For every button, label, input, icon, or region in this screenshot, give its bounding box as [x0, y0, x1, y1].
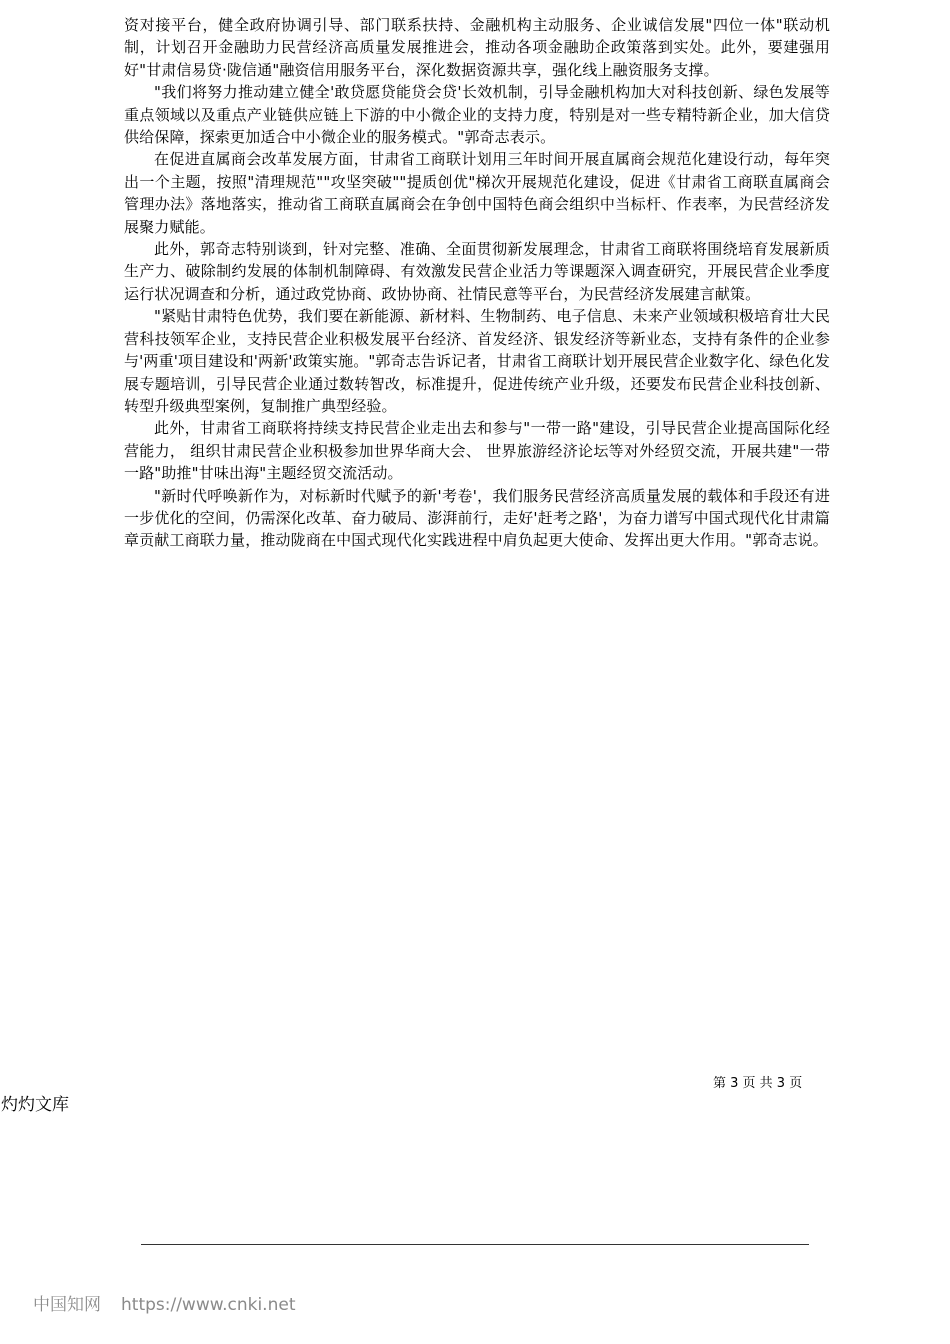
article-paragraph-6: 此外，甘肃省工商联将持续支持民营企业走出去和参与"一带一路"建设，引导民营企业提高国际化经营能力， 组织甘肃民营企业积极参加世界华商大会、 世界旅游经济论坛等对外经贸交流，开展共建"一带一路"助推"甘味出海"主题经贸交流活动。	[124, 419, 830, 483]
article-paragraph-1: 资对接平台，健全政府协调引导、部门联系扶持、金融机构主动服务、企业诚信发展"四位一体"联动机制，计划召开金融助力民营经济高质量发展推进会，推动各项金融助企政策落到实处。此外，要建强用好"甘肃信易贷·陇信通"融资信用服务平台，深化数据资源共享，强化线上融资服务支撑。	[124, 16, 830, 79]
page-number: 第 3 页 共 3 页	[713, 1076, 803, 1091]
cnki-site-name: 中国知网	[33, 1295, 101, 1315]
article-paragraph-2: "我们将努力推动建立健全'敢贷愿贷能贷会贷'长效机制，引导金融机构加大对科技创新、绿色发展等重点领域以及重点产业链供应链上下游的中小微企业的支持力度，特别是对一些专精特新企业，加大信贷供给保障，探索更加适合中小微企业的服务模式。"郭奇志表示。	[124, 83, 830, 147]
article-paragraph-7: "新时代呼唤新作为，对标新时代赋予的新'考卷'，我们服务民营经济高质量发展的载体和手段还有进一步优化的空间，仍需深化改革、奋力破局、澎湃前行，走好'赶考之路'，为奋力谱写中国式现代化甘肃篇章贡献工商联力量，推动陇商在中国式现代化实践进程中肩负起更大使命、发挥出更大作用。"郭奇志说。	[124, 486, 830, 550]
cnki-footer	[33, 1294, 295, 1316]
article-body	[124, 14, 830, 552]
library-name: 灼灼文库	[1, 1095, 69, 1115]
cnki-url-link[interactable]: https://www.cnki.net	[121, 1295, 296, 1315]
article-paragraph-3: 在促进直属商会改革发展方面，甘肃省工商联计划用三年时间开展直属商会规范化建设行动，每年突出一个主题，按照"清理规范""攻坚突破""提质创优"梯次开展规范化建设，促进《甘肃省工商联直属商会管理办法》落地落实，推动省工商联直属商会在争创中国特色商会组织中当标杆、作表率，为民营经济发展聚力赋能。	[124, 150, 830, 236]
article-paragraph-5: "紧贴甘肃特色优势，我们要在新能源、新材料、生物制药、电子信息、未来产业领域积极培育壮大民营科技领军企业，支持民营企业积极发展平台经济、首发经济、银发经济等新业态，支持有条件的企业参与'两重'项目建设和'两新'政策实施。"郭奇志告诉记者，甘肃省工商联计划开展民营企业数字化、绿色化发展专题培训，引导民营企业通过数转智改，标准提升，促进传统产业升级，还要发布民营企业科技创新、转型升级典型案例，复制推广典型经验。	[124, 307, 830, 415]
article-paragraph-4: 此外，郭奇志特别谈到，针对完整、准确、全面贯彻新发展理念，甘肃省工商联将围绕培育发展新质生产力、破除制约发展的体制机制障碍、有效激发民营企业活力等课题深入调查研究，开展民营企业季度运行状况调查和分析，通过政党协商、政协协商、社情民意等平台，为民营经济发展建言献策。	[124, 240, 830, 303]
footer-divider	[141, 1244, 809, 1245]
